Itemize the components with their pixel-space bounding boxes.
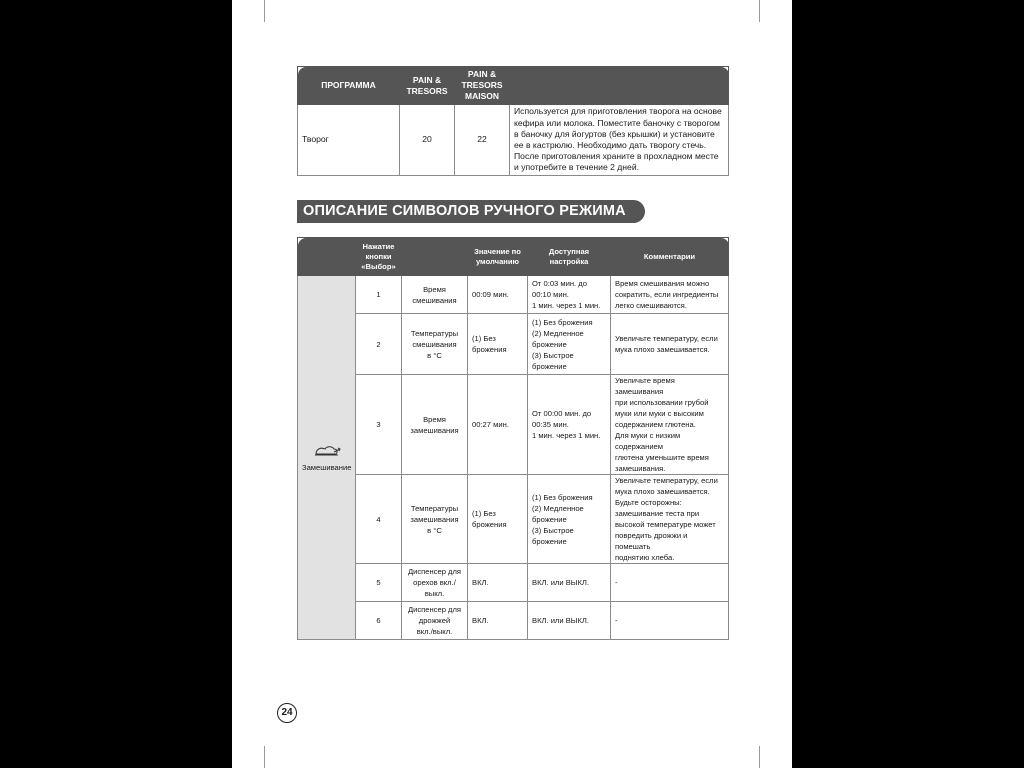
press-number: 1 bbox=[356, 276, 402, 314]
comment: Увеличьте температуру, если мука плохо замешивается. bbox=[611, 314, 729, 375]
comment: Увеличьте температуру, если мука плохо замешивается. Будьте осторожны: замешивание теста при высокой температуре может повредить дрожжи и помешать поднятию хлеба. bbox=[611, 475, 729, 564]
pain-tresors-value: 20 bbox=[400, 105, 455, 176]
table-row bbox=[298, 276, 729, 314]
pain-tresors-maison-value: 22 bbox=[455, 105, 510, 176]
crop-mark bbox=[264, 0, 265, 22]
press-number: 2 bbox=[356, 314, 402, 375]
program-description: Используется для приготовления творога на основе кефира или молока. Поместите баночку с творогом в баночку для йогуртов (без крышки) и установите ее в кастрюлю. Необходимо дать творогу стечь. После приготовления храните в прохладном месте и употребите в течение 2 дней. bbox=[510, 105, 729, 176]
comment: Увеличьте время замешивания при использовании грубой муки или муки с высоким содержанием глютена. Для муки с низким содержанием глютена уменьшите время замешивания. bbox=[611, 375, 729, 475]
program-table bbox=[297, 66, 729, 176]
kneading-group-cell bbox=[298, 276, 356, 640]
header-empty bbox=[298, 238, 356, 276]
parameter-name: Диспенсер для орехов вкл./ выкл. bbox=[402, 564, 468, 602]
table-row bbox=[298, 314, 729, 375]
default-value: 00:27 мин. bbox=[468, 375, 528, 475]
press-number: 5 bbox=[356, 564, 402, 602]
header-comments: Комментарии bbox=[611, 238, 729, 276]
press-number: 6 bbox=[356, 602, 402, 640]
header-setting: Доступная настройка bbox=[528, 238, 611, 276]
program-name: Творог bbox=[298, 105, 400, 176]
parameter-name: Температуры замешивания в °C bbox=[402, 475, 468, 564]
table-row bbox=[298, 375, 729, 475]
default-value: ВКЛ. bbox=[468, 564, 528, 602]
comment: - bbox=[611, 602, 729, 640]
header-description bbox=[510, 67, 729, 105]
manual-mode-table bbox=[297, 237, 729, 640]
default-value: 00:09 мин. bbox=[468, 276, 528, 314]
section-title: ОПИСАНИЕ СИМВОЛОВ РУЧНОГО РЕЖИМА bbox=[297, 200, 645, 223]
available-setting: От 00:00 мин. до 00:35 мин. 1 мин. через 1 мин. bbox=[528, 375, 611, 475]
program-table-header bbox=[298, 67, 729, 105]
comment: - bbox=[611, 564, 729, 602]
manual-table-header bbox=[298, 238, 729, 276]
header-pain-tresors-maison: PAIN & TRESORS MAISON bbox=[455, 67, 510, 105]
kneading-icon bbox=[312, 452, 342, 461]
default-value: (1) Без брожения bbox=[468, 475, 528, 564]
header-default: Значение по умолчанию bbox=[468, 238, 528, 276]
comment: Время смешивания можно сократить, если ингредиенты легко смешиваются. bbox=[611, 276, 729, 314]
header-param bbox=[402, 238, 468, 276]
press-number: 4 bbox=[356, 475, 402, 564]
header-program: ПРОГРАММА bbox=[298, 67, 400, 105]
table-row bbox=[298, 475, 729, 564]
table-row bbox=[298, 105, 729, 176]
document-page bbox=[232, 0, 792, 768]
available-setting: (1) Без брожения (2) Медленное брожение (3) Быстрое брожение bbox=[528, 475, 611, 564]
table-row bbox=[298, 602, 729, 640]
press-number: 3 bbox=[356, 375, 402, 475]
header-press: Нажатие кнопки «Выбор» bbox=[356, 238, 402, 276]
crop-mark bbox=[759, 0, 760, 22]
crop-mark bbox=[759, 746, 760, 768]
default-value: (1) Без брожения bbox=[468, 314, 528, 375]
kneading-label: Замешивание bbox=[302, 462, 352, 472]
available-setting: (1) Без брожения (2) Медленное брожение (3) Быстрое брожение bbox=[528, 314, 611, 375]
available-setting: ВКЛ. или ВЫКЛ. bbox=[528, 602, 611, 640]
page-number: 24 bbox=[277, 703, 297, 723]
parameter-name: Время смешивания bbox=[402, 276, 468, 314]
default-value: ВКЛ. bbox=[468, 602, 528, 640]
available-setting: От 0:03 мин. до 00:10 мин. 1 мин. через 1 мин. bbox=[528, 276, 611, 314]
table-row bbox=[298, 564, 729, 602]
parameter-name: Время замешивания bbox=[402, 375, 468, 475]
available-setting: ВКЛ. или ВЫКЛ. bbox=[528, 564, 611, 602]
parameter-name: Температуры смешивания в °C bbox=[402, 314, 468, 375]
crop-mark bbox=[264, 746, 265, 768]
header-pain-tresors: PAIN & TRESORS bbox=[400, 67, 455, 105]
parameter-name: Диспенсер для дрожжей вкл./выкл. bbox=[402, 602, 468, 640]
